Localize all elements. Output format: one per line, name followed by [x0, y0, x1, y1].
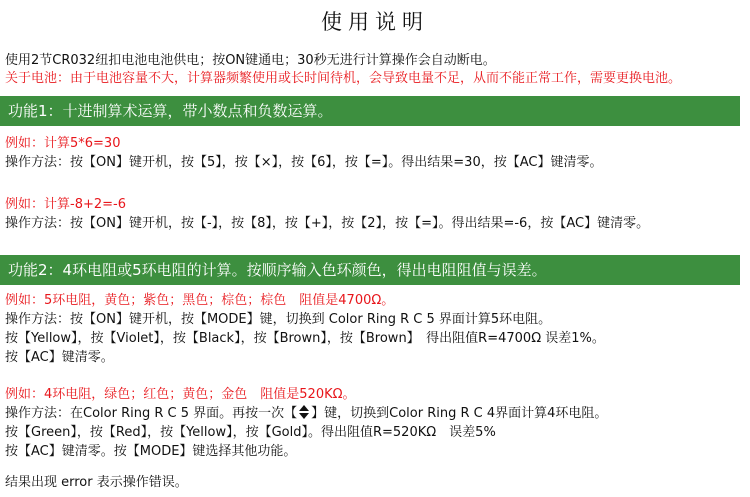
ex2-line1-part-b: 】键，切换到Color Ring R C 4界面计算4环电阻。 — [311, 406, 608, 421]
footer-note: 结果出现 error 表示操作错误。 — [5, 475, 188, 490]
function2-example1-line2: 按【Yellow】，按【Violet】，按【Black】，按【Brown】，按【Brown】 得出阻值R=4700Ω 误差1%。 — [5, 331, 605, 346]
function2-example1-line1: 操作方法：按【ON】键开机，按【MODE】键，切换到 Color Ring R C 5 界面计算5环电阻。 — [5, 312, 552, 327]
function1-header: 功能1：十进制算术运算，带小数点和负数运算。 — [0, 96, 740, 126]
up-down-triangle-icon — [299, 405, 309, 419]
function2-example1-line3: 按【AC】键清零。 — [5, 350, 114, 365]
function1-example2-title: 例如：计算-8+2=-6 — [5, 197, 126, 212]
function2-example2-line1 — [5, 405, 607, 423]
function2-example2-line2: 按【Green】，按【Red】，按【Yellow】，按【Gold】。得出阻值R=520KΩ 误差5% — [5, 425, 496, 440]
battery-note: 关于电池：由于电池容量不大，计算器频繁使用或长时间待机，会导致电量不足，从而不能正常工作，需要更换电池。 — [5, 71, 682, 86]
function2-example2-line3: 按【AC】键清零。按【MODE】键选择其他功能。 — [5, 444, 297, 459]
page-title: 使用说明 — [321, 10, 429, 34]
function1-example2-steps: 操作方法：按【ON】键开机，按【-】，按【8】，按【+】，按【2】，按【=】。得出结果=-6，按【AC】键清零。 — [5, 216, 650, 231]
function1-example1-title: 例如：计算5*6=30 — [5, 136, 121, 151]
ex2-line1-part-a: 操作方法：在Color Ring R C 5 界面。再按一次【 — [5, 406, 298, 421]
function2-example2-title: 例如：4环电阻，绿色；红色；黄色；金色 阻值是520KΩ。 — [5, 387, 356, 402]
function1-example1-steps: 操作方法：按【ON】键开机，按【5】，按【×】，按【6】，按【=】。得出结果=30，按【AC】键清零。 — [5, 155, 603, 170]
function2-example1-title: 例如：5环电阻，黄色；紫色；黑色；棕色；棕色 阻值是4700Ω。 — [5, 293, 395, 308]
function2-header: 功能2：4环电阻或5环电阻的计算。按顺序输入色环颜色，得出电阻阻值与误差。 — [0, 255, 740, 285]
battery-line: 使用2节CR032纽扣电池电池供电；按ON键通电；30秒无进行计算操作会自动断电。 — [5, 53, 496, 68]
